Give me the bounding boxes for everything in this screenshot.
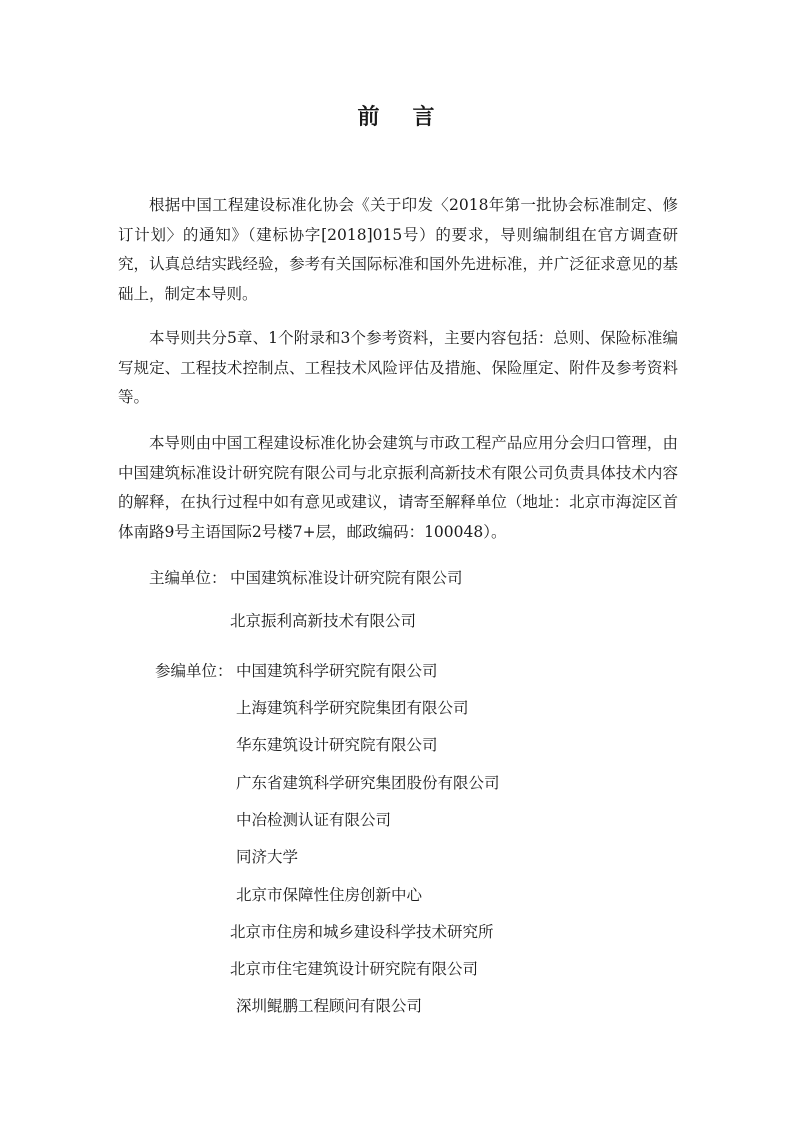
chief-editor-unit: 中国建筑标准设计研究院有限公司 bbox=[230, 569, 463, 587]
paragraph-basis: 根据中国工程建设标准化协会《关于印发〈2018年第一批协会标准制定、修订计划〉的通知》（建标协字[2018]015号）的要求，导则编制组在官方调查研究，认真总结实践经验，参考有关国际标准和国外先进标准，并广泛征求意见的基础上，制定本导则。 bbox=[118, 196, 678, 303]
participating-unit: 华东建筑设计研究院有限公司 bbox=[236, 736, 438, 754]
participating-unit: 深圳鲲鹏工程顾问有限公司 bbox=[236, 997, 423, 1015]
title-char-1: 前 bbox=[357, 105, 381, 130]
participating-unit: 北京市保障性住房创新中心 bbox=[236, 886, 423, 904]
participating-unit: 同济大学 bbox=[236, 848, 299, 866]
participating-unit: 中国建筑科学研究院有限公司 bbox=[236, 662, 438, 680]
paragraph-management: 本导则由中国工程建设标准化协会建筑与市政工程产品应用分会归口管理，由中国建筑标准设计研究院有限公司与北京振利高新技术有限公司负责具体技术内容的解释，在执行过程中如有意见或建议，请寄至解释单位（地址：北京市海淀区首体南路9号主语国际2号楼7+层，邮政编码：100048）。 bbox=[118, 434, 678, 541]
participating-unit: 北京市住宅建筑设计研究院有限公司 bbox=[230, 960, 479, 978]
participating-unit: 北京市住房和城乡建设科学技术研究所 bbox=[230, 923, 494, 941]
chief-editors-label: 主编单位： bbox=[149, 569, 227, 587]
chief-editor-unit: 北京振利高新技术有限公司 bbox=[230, 612, 417, 630]
participating-editors-label: 参编单位： bbox=[155, 662, 233, 680]
participating-unit: 广东省建筑科学研究集团股份有限公司 bbox=[236, 774, 500, 792]
page-title bbox=[0, 100, 793, 131]
paragraph-contents: 本导则共分5章、1个附录和3个参考资料，主要内容包括：总则、保险标准编写规定、工程技术控制点、工程技术风险评估及措施、保险厘定、附件及参考资料等。 bbox=[118, 329, 678, 406]
title-char-2: 言 bbox=[412, 105, 436, 130]
participating-unit: 中冶检测认证有限公司 bbox=[236, 811, 392, 829]
participating-unit: 上海建筑科学研究院集团有限公司 bbox=[236, 699, 469, 717]
